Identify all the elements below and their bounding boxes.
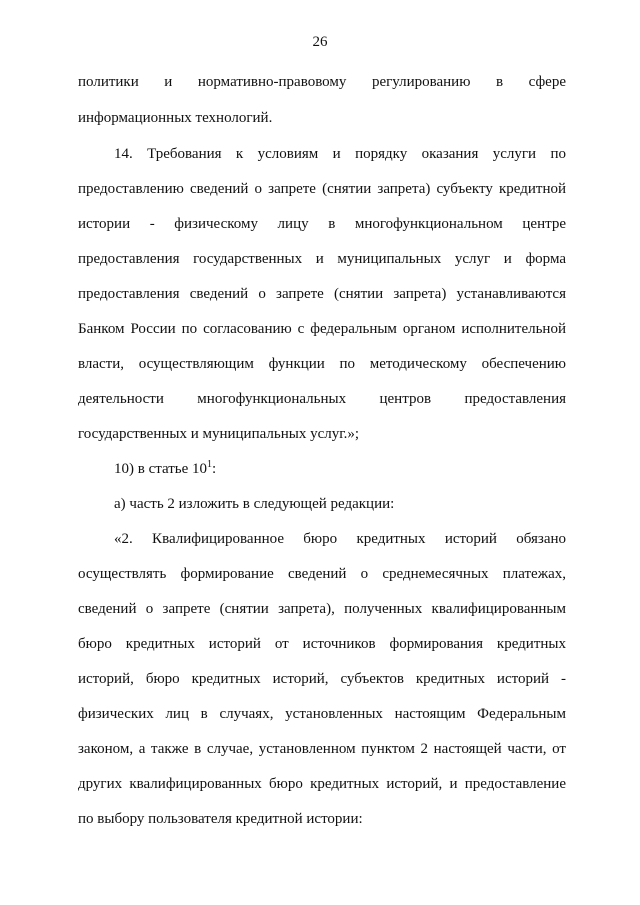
- page-number: 26: [312, 34, 328, 50]
- text-line: предоставления сведений о запрете (снятии запрета) устанавливаются: [78, 286, 566, 302]
- item-10-line: [114, 459, 566, 479]
- text-line: «2. Квалифицированное бюро кредитных историй обязано: [114, 531, 566, 547]
- item-10-superscript: 1: [207, 459, 213, 470]
- text-line: по выбору пользователя кредитной истории:: [78, 811, 363, 827]
- text-line: Банком России по согласованию с федеральным органом исполнительной: [78, 321, 566, 337]
- text-line: сведений о запрете (снятии запрета), полученных квалифицированным: [78, 601, 566, 617]
- item-10-text: 10) в статье 10: [114, 461, 208, 477]
- item-10-suffix: :: [212, 461, 217, 477]
- text-line: информационных технологий.: [78, 110, 273, 126]
- text-line: государственных и муниципальных услуг.»;: [78, 426, 360, 442]
- text-line: осуществлять формирование сведений о среднемесячных платежах,: [78, 566, 566, 582]
- text-line: предоставления государственных и муниципальных услуг и форма: [78, 251, 566, 267]
- text-line: историй, бюро кредитных историй, субъектов кредитных историй -: [78, 671, 566, 687]
- text-line: законом, а также в случае, установленном пунктом 2 настоящей части, от: [78, 741, 566, 757]
- text-line: предоставлению сведений о запрете (снятии запрета) субъекту кредитной: [78, 181, 566, 197]
- text-line: других квалифицированных бюро кредитных историй, и предоставление: [78, 776, 566, 792]
- text-line: политики и нормативно-правовому регулированию в сфере: [78, 74, 566, 90]
- text-line: деятельности многофункциональных центров предоставления: [78, 391, 566, 407]
- item-a-line: а) часть 2 изложить в следующей редакции:: [114, 496, 395, 512]
- text-line: 14. Требования к условиям и порядку оказания услуги по: [114, 146, 566, 162]
- text-line: власти, осуществляющим функции по методическому обеспечению: [78, 356, 566, 372]
- text-line: бюро кредитных историй от источников формирования кредитных: [78, 636, 566, 652]
- text-line: истории - физическому лицу в многофункциональном центре: [78, 216, 566, 232]
- text-line: физических лиц в случаях, установленных настоящим Федеральным: [78, 706, 566, 722]
